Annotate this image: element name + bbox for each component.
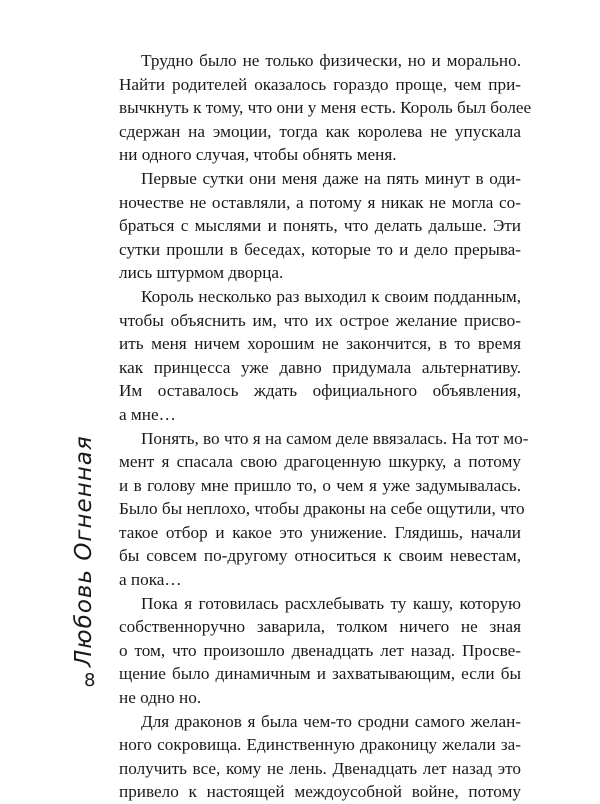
text-line: ить меня ничем хорошим не закончится, в то время — [119, 334, 521, 354]
text-line: и в голову мне пришло то, о чем я уже задумывалась. — [119, 475, 521, 495]
text-line: не одно но. — [119, 688, 202, 708]
text-line: ни одного случая, чтобы обнять меня. — [119, 145, 397, 165]
text-line: получить все, кому не лень. Двенадцать лет назад это — [119, 758, 521, 778]
text-line: Найти родителей оказалось гораздо проще, чем при- — [119, 74, 521, 94]
body-text — [119, 49, 532, 804]
text-line: собственноручно заварила, толком ничего не зная — [119, 617, 521, 637]
text-line: мент я спасала свою драгоценную шкурку, а потому — [119, 452, 521, 472]
text-line: о том, что произошло двенадцать лет назад. Просве- — [119, 640, 521, 660]
text-line: такое отбор и какое это унижение. Глядишь, начали — [119, 522, 521, 542]
running-head-author: Любовь Огненная — [71, 435, 97, 667]
text-line: Было бы неплохо, чтобы драконы на себе ощутили, что — [119, 499, 525, 519]
text-line: Пока я готовилась расхлебывать ту кашу, которую — [141, 593, 521, 613]
text-line: бы совсем по-другому относиться к своим невестам, — [119, 546, 521, 566]
text-line: щение было динамичным и захватывающим, если бы — [119, 664, 521, 684]
text-line: Король несколько раз выходил к своим подданным, — [141, 286, 521, 306]
text-line: Первые сутки они меня даже на пять минут в оди- — [141, 168, 521, 188]
text-line: вычкнуть к тому, что они у меня есть. Король был более — [119, 98, 532, 118]
text-line: чтобы объяснить им, что их острое желание присво- — [119, 310, 521, 330]
text-line: Для драконов я была чем-то сродни самого желан- — [141, 711, 521, 731]
text-line: Понять, во что я на самом деле ввязалась. На тот мо- — [141, 428, 529, 448]
text-line: сутки прошли в беседах, которые то и дело прерыва- — [119, 239, 521, 259]
text-line: как принцесса уже давно придумала альтернативу. — [119, 357, 521, 377]
text-line: браться с мыслями и понять, что делать дальше. Эти — [119, 216, 521, 236]
text-line: ного сокровища. Единственную драконицу желали за- — [119, 735, 521, 755]
text-line: привело к настоящей междоусобной войне, потому — [119, 782, 521, 802]
text-line: ночестве не оставляли, а потому я никак не могла со- — [119, 192, 521, 212]
text-line: Трудно было не только физически, но и морально. — [141, 51, 521, 70]
text-line: а пока… — [119, 570, 182, 590]
page-number: 8 — [84, 670, 96, 691]
text-line: сдержан на эмоции, тогда как королева не упускала — [119, 121, 521, 141]
text-line: Им оставалось ждать официального объявления, — [119, 381, 521, 401]
text-line: а мне… — [119, 404, 176, 424]
text-line: лись штурмом дворца. — [119, 263, 284, 283]
